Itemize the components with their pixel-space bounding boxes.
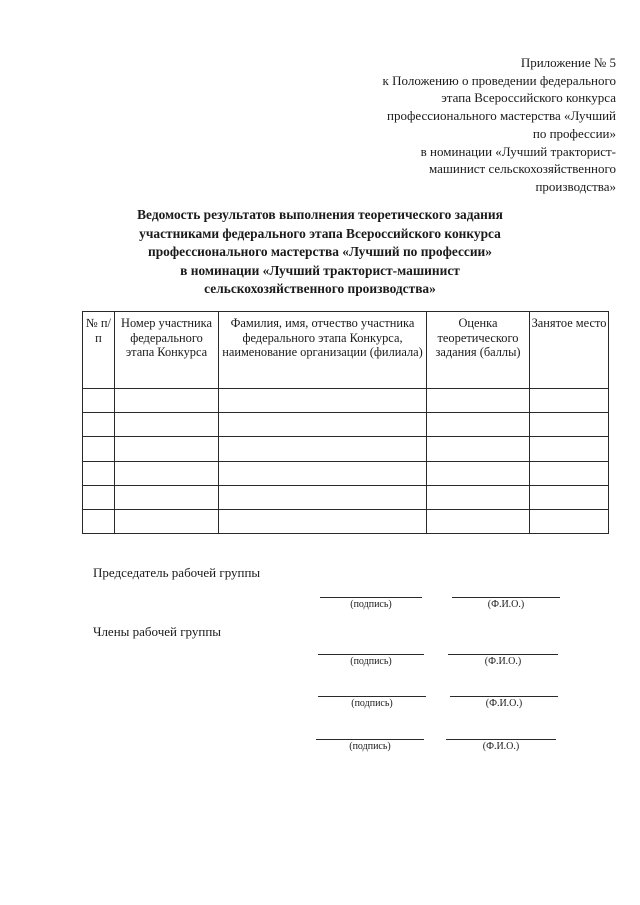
table-cell[interactable] xyxy=(427,461,530,485)
table-cell[interactable] xyxy=(530,437,609,461)
header-participant-number: Номер участника федерального этапа Конкурса xyxy=(115,312,219,389)
header-number: № п/п xyxy=(83,312,115,389)
table-row xyxy=(83,485,609,509)
table-cell[interactable] xyxy=(83,413,115,437)
table-cell[interactable] xyxy=(427,509,530,533)
table-cell[interactable] xyxy=(83,485,115,509)
document-title xyxy=(80,206,560,299)
table-row xyxy=(83,413,609,437)
name-caption: (Ф.И.О.) xyxy=(484,656,522,667)
table-cell[interactable] xyxy=(530,461,609,485)
member-name-line[interactable] xyxy=(450,696,558,697)
table-cell[interactable] xyxy=(115,509,219,533)
appendix-reference xyxy=(316,54,616,196)
table-cell[interactable] xyxy=(427,437,530,461)
header-score: Оценка теоретического задания (баллы) xyxy=(427,312,530,389)
table-cell[interactable] xyxy=(115,437,219,461)
signature-caption: (подпись) xyxy=(350,599,392,610)
table-cell[interactable] xyxy=(83,437,115,461)
table-cell[interactable] xyxy=(219,509,427,533)
appendix-line: к Положению о проведении федерального xyxy=(382,72,616,88)
table-row xyxy=(83,461,609,485)
table-cell[interactable] xyxy=(530,389,609,413)
title-line: в номинации «Лучший тракторист-машинист xyxy=(180,262,460,278)
results-table xyxy=(82,311,609,534)
table-cell[interactable] xyxy=(83,461,115,485)
table-cell[interactable] xyxy=(83,509,115,533)
chairman-name-line[interactable] xyxy=(452,597,560,598)
table-cell[interactable] xyxy=(219,413,427,437)
table-cell[interactable] xyxy=(530,509,609,533)
table-cell[interactable] xyxy=(530,485,609,509)
appendix-line: машинист сельскохозяйственного xyxy=(429,161,616,177)
appendix-line: по профессии» xyxy=(532,125,616,141)
signature-caption: (подпись) xyxy=(349,741,391,752)
name-caption: (Ф.И.О.) xyxy=(482,741,520,752)
title-line: Ведомость результатов выполнения теоретического задания xyxy=(137,207,503,222)
table-row xyxy=(83,437,609,461)
header-full-name: Фамилия, имя, отчество участника федерального этапа Конкурса, наименование организации (филиала) xyxy=(219,312,427,389)
table-cell[interactable] xyxy=(219,461,427,485)
member-signature-line[interactable] xyxy=(316,739,424,740)
table-cell[interactable] xyxy=(115,413,219,437)
appendix-line: Приложение № 5 xyxy=(520,55,616,70)
table-header-row xyxy=(83,312,609,389)
table-row xyxy=(83,389,609,413)
table-cell[interactable] xyxy=(219,485,427,509)
table-cell[interactable] xyxy=(530,413,609,437)
appendix-line: производства» xyxy=(535,178,616,194)
table-cell[interactable] xyxy=(219,437,427,461)
title-line: профессионального мастерства «Лучший по профессии» xyxy=(148,244,492,260)
table-cell[interactable] xyxy=(427,389,530,413)
header-place: Занятое место xyxy=(530,312,609,389)
chairman-signature-line[interactable] xyxy=(320,597,422,598)
members-label: Члены рабочей группы xyxy=(93,624,222,639)
table-cell[interactable] xyxy=(115,485,219,509)
table-cell[interactable] xyxy=(219,389,427,413)
member-signature-line[interactable] xyxy=(318,654,424,655)
appendix-line: в номинации «Лучший тракторист- xyxy=(420,143,616,159)
appendix-line: этапа Всероссийского конкурса xyxy=(441,90,616,106)
signature-caption: (подпись) xyxy=(350,656,392,667)
appendix-line: профессионального мастерства «Лучший xyxy=(387,108,616,124)
name-caption: (Ф.И.О.) xyxy=(485,698,523,709)
name-caption: (Ф.И.О.) xyxy=(487,599,525,610)
table-cell[interactable] xyxy=(115,461,219,485)
member-name-line[interactable] xyxy=(446,739,556,740)
table-row xyxy=(83,509,609,533)
table-cell[interactable] xyxy=(427,485,530,509)
table-cell[interactable] xyxy=(83,389,115,413)
member-name-line[interactable] xyxy=(448,654,558,655)
table-cell[interactable] xyxy=(115,389,219,413)
signature-caption: (подпись) xyxy=(351,698,393,709)
member-signature-line[interactable] xyxy=(318,696,426,697)
title-line: сельскохозяйственного производства» xyxy=(204,281,436,297)
chairman-label: Председатель рабочей группы xyxy=(93,565,261,580)
title-line: участниками федерального этапа Всероссийского конкурса xyxy=(139,225,501,241)
table-cell[interactable] xyxy=(427,413,530,437)
